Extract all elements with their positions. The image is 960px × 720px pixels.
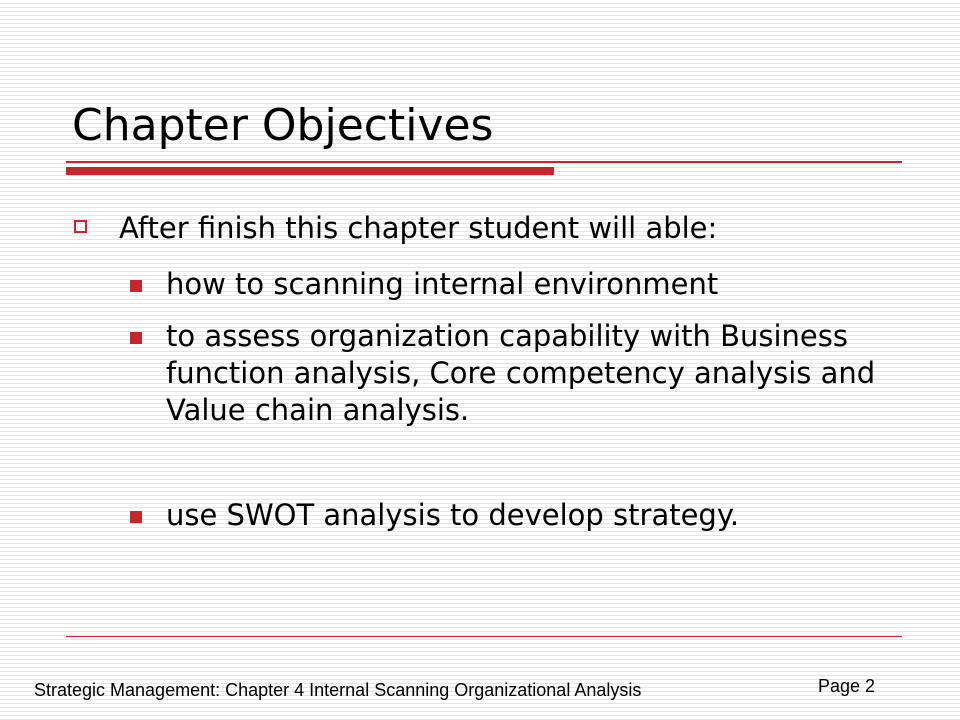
footer-caption: Strategic Management: Chapter 4 Internal Scanning Organizational Analysis (34, 680, 642, 700)
hollow-square-icon (74, 220, 87, 233)
title-underline-thin (66, 161, 902, 163)
objective-text: how to scanning internal environment (166, 267, 719, 301)
footer-divider (66, 636, 902, 637)
objective-text: to assess organization capability with Business function analysis, Core competency analysis and Value chain analysis. (166, 319, 876, 427)
title-underline-thick (66, 167, 554, 175)
slide-title: Chapter Objectives (72, 100, 494, 151)
objective-text: use SWOT analysis to develop strategy. (166, 498, 740, 532)
filled-square-icon (130, 332, 142, 344)
filled-square-icon (130, 280, 142, 292)
page-number: Page 2 (818, 676, 876, 696)
intro-text: After finish this chapter student will able: (119, 211, 718, 245)
filled-square-icon (130, 511, 142, 523)
